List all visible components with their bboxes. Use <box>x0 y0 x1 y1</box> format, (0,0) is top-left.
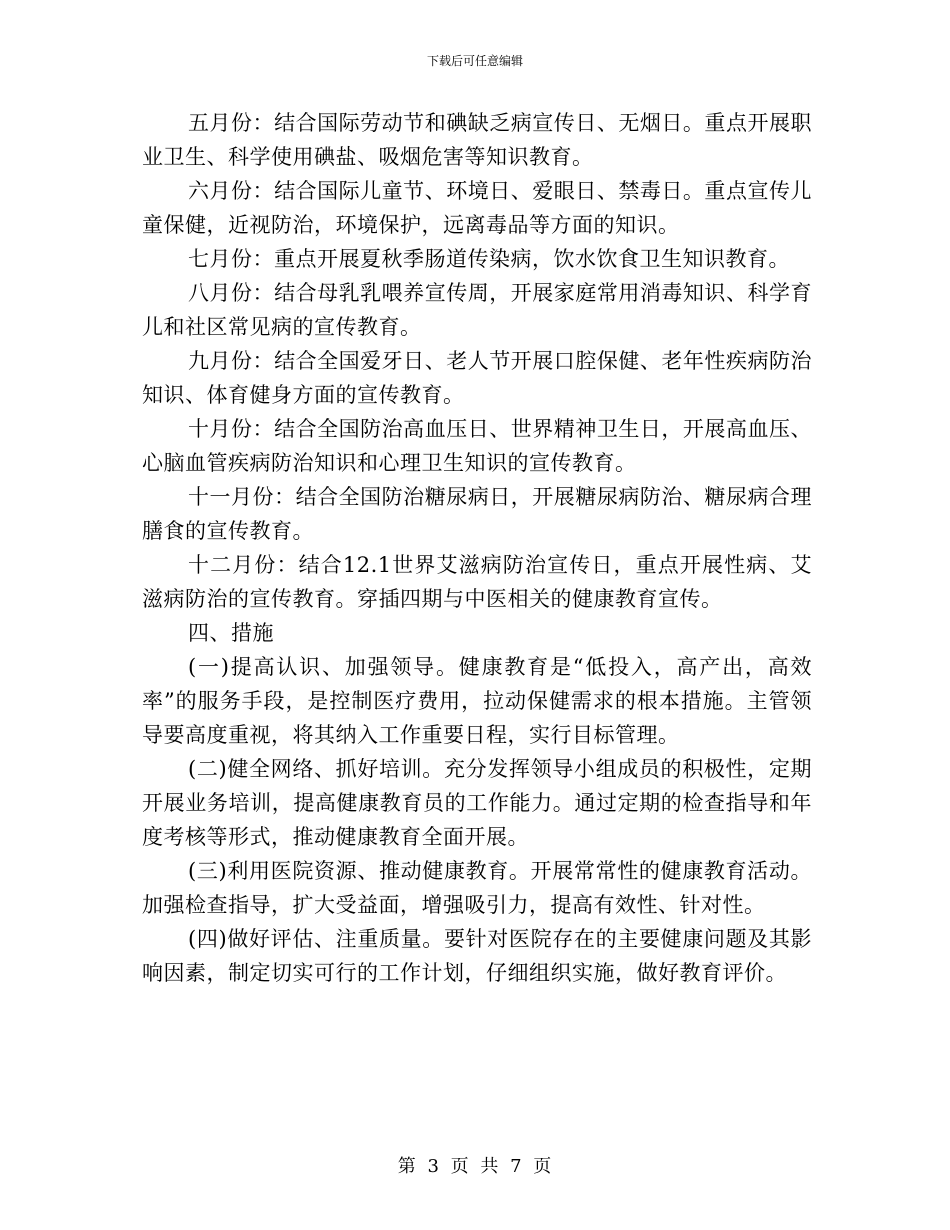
document-body <box>142 106 812 990</box>
paragraph-measure-2: (二)健全网络、抓好培训。充分发挥领导小组成员的积极性，定期开展业务培训，提高健康教育员的工作能力。通过定期的检查指导和年度考核等形式，推动健康教育全面开展。 <box>142 757 812 849</box>
paragraph-august: 八月份：结合母乳乳喂养宣传周，开展家庭常用消毒知识、科学育儿和社区常见病的宣传教育。 <box>142 281 812 339</box>
paragraph-measure-1: (一)提高认识、加强领导。健康教育是“低投入，高产出，高效率”的服务手段，是控制医疗费用，拉动保健需求的根本措施。主管领导要高度重视，将其纳入工作重要日程，实行目标管理。 <box>142 655 812 747</box>
section-heading-measures: 四、措施 <box>188 621 274 645</box>
paragraph-september: 九月份：结合全国爱牙日、老人节开展口腔保健、老年性疾病防治知识、体育健身方面的宣传教育。 <box>142 349 812 407</box>
paragraph-measure-4: (四)做好评估、注重质量。要针对医院存在的主要健康问题及其影响因素，制定切实可行的工作计划，仔细组织实施，做好教育评价。 <box>142 927 812 985</box>
paragraph-june: 六月份：结合国际儿童节、环境日、爱眼日、禁毒日。重点宣传儿童保健，近视防治，环境保护，远离毒品等方面的知识。 <box>142 179 812 237</box>
paragraph-july: 七月份：重点开展夏秋季肠道传染病，饮水饮食卫生知识教育。 <box>188 247 790 271</box>
paragraph-december: 十二月份：结合12.1世界艾滋病防治宣传日，重点开展性病、艾滋病防治的宣传教育。穿插四期与中医相关的健康教育宣传。 <box>142 553 812 611</box>
paragraph-measure-3: (三)利用医院资源、推动健康教育。开展常常性的健康教育活动。加强检查指导，扩大受益面，增强吸引力，提高有效性、针对性。 <box>142 859 812 917</box>
header-note: 下载后可任意编辑 <box>426 54 523 68</box>
paragraph-november: 十一月份：结合全国防治糖尿病日，开展糖尿病防治、糖尿病合理膳食的宣传教育。 <box>142 485 812 543</box>
paragraph-october: 十月份：结合全国防治高血压日、世界精神卫生日，开展高血压、心脑血管疾病防治知识和心理卫生知识的宣传教育。 <box>142 417 812 475</box>
paragraph-may: 五月份：结合国际劳动节和碘缺乏病宣传日、无烟日。重点开展职业卫生、科学使用碘盐、吸烟危害等知识教育。 <box>142 111 812 169</box>
page-number: 第 3 页 共 7 页 <box>397 1156 553 1177</box>
